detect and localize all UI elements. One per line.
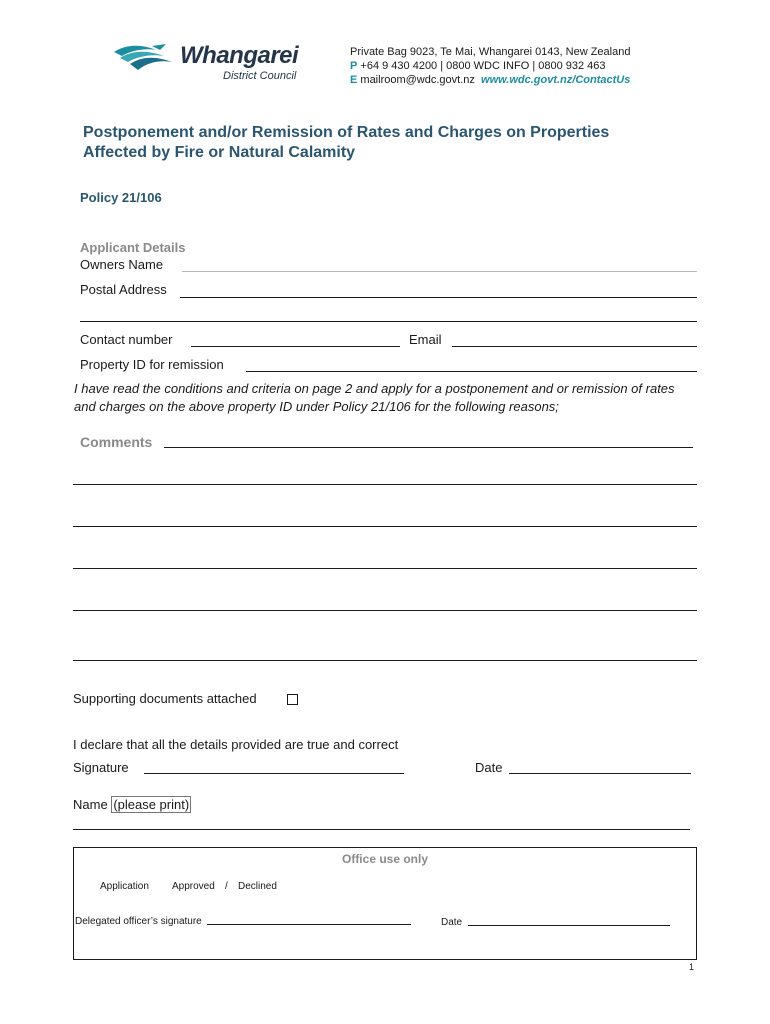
contact-block — [350, 45, 630, 87]
comments-line-5[interactable] — [73, 610, 697, 611]
owners-name-label: Owners Name — [80, 257, 164, 272]
website-link[interactable]: www.wdc.govt.nz/ContactUs — [481, 74, 631, 86]
email-prefix: E — [350, 74, 358, 86]
comments-line-6[interactable] — [73, 660, 697, 661]
office-date-label: Date — [441, 917, 463, 928]
postal-address-field[interactable] — [180, 297, 697, 298]
logo-subtitle: District Council — [223, 70, 297, 82]
postal-address-label: Postal Address — [80, 282, 167, 297]
property-id-field[interactable] — [246, 371, 697, 372]
address-text: Private Bag 9023, Te Mai, Whangarei 0143, New Zealand — [350, 46, 631, 58]
contact-number-label: Contact number — [80, 332, 173, 347]
bird-wave-logo-icon — [112, 42, 178, 76]
date-field[interactable] — [509, 773, 691, 774]
logo-wordmark: Whangarei — [180, 42, 299, 69]
email-field[interactable] — [452, 346, 697, 347]
owners-name-field[interactable] — [182, 271, 697, 272]
approved-option[interactable]: Approved — [172, 881, 215, 892]
phone-text: +64 9 430 4200 | 0800 WDC INFO | 0800 932 463 — [360, 60, 606, 72]
email-link[interactable]: mailroom@wdc.govt.nz — [360, 74, 475, 86]
delegated-signature-label: Delegated officer’s signature — [75, 916, 202, 927]
property-id-label: Property ID for remission — [80, 357, 224, 372]
policy-number: Policy 21/106 — [80, 190, 162, 205]
office-use-heading: Office use only — [341, 852, 429, 866]
comments-line-4[interactable] — [73, 568, 697, 569]
page-title: Postponement and/or Remission of Rates and Charges on Properties Affected by Fire or Natural Calamity — [83, 124, 610, 161]
signature-field[interactable] — [144, 773, 404, 774]
application-label: Application — [100, 881, 149, 892]
supporting-docs-checkbox[interactable] — [287, 694, 298, 705]
office-use-box — [73, 847, 697, 960]
applicant-details-heading: Applicant Details — [80, 240, 186, 255]
council-logo — [112, 40, 317, 88]
name-field[interactable] — [73, 829, 690, 830]
name-label — [73, 797, 191, 812]
date-label: Date — [475, 760, 503, 775]
email-line — [350, 73, 630, 87]
comments-heading: Comments — [80, 434, 153, 450]
signature-label: Signature — [73, 760, 129, 775]
office-date-field[interactable] — [468, 925, 670, 926]
comments-line-2[interactable] — [73, 484, 697, 485]
postal-address-field-2[interactable] — [80, 321, 697, 322]
phone-line — [350, 59, 630, 73]
declaration-text: I declare that all the details provided are true and correct — [73, 737, 399, 752]
supporting-docs-label: Supporting documents attached — [73, 691, 257, 706]
please-print-note: (please print) — [113, 797, 190, 812]
phone-prefix: P — [350, 60, 358, 72]
name-label-text: Name — [73, 797, 108, 812]
status-separator: / — [225, 881, 228, 892]
comments-line-1[interactable] — [164, 447, 693, 448]
page-number: 1 — [689, 962, 695, 972]
contact-number-field[interactable] — [191, 346, 400, 347]
application-statement: I have read the conditions and criteria on page 2 and apply for a postponement and or remission of rates and charges on the above property ID under Policy 21/106 for the following reasons; — [74, 381, 675, 414]
email-label: Email — [409, 332, 442, 347]
comments-line-3[interactable] — [73, 526, 697, 527]
delegated-signature-field[interactable] — [207, 924, 411, 925]
declined-option[interactable]: Declined — [238, 881, 277, 892]
